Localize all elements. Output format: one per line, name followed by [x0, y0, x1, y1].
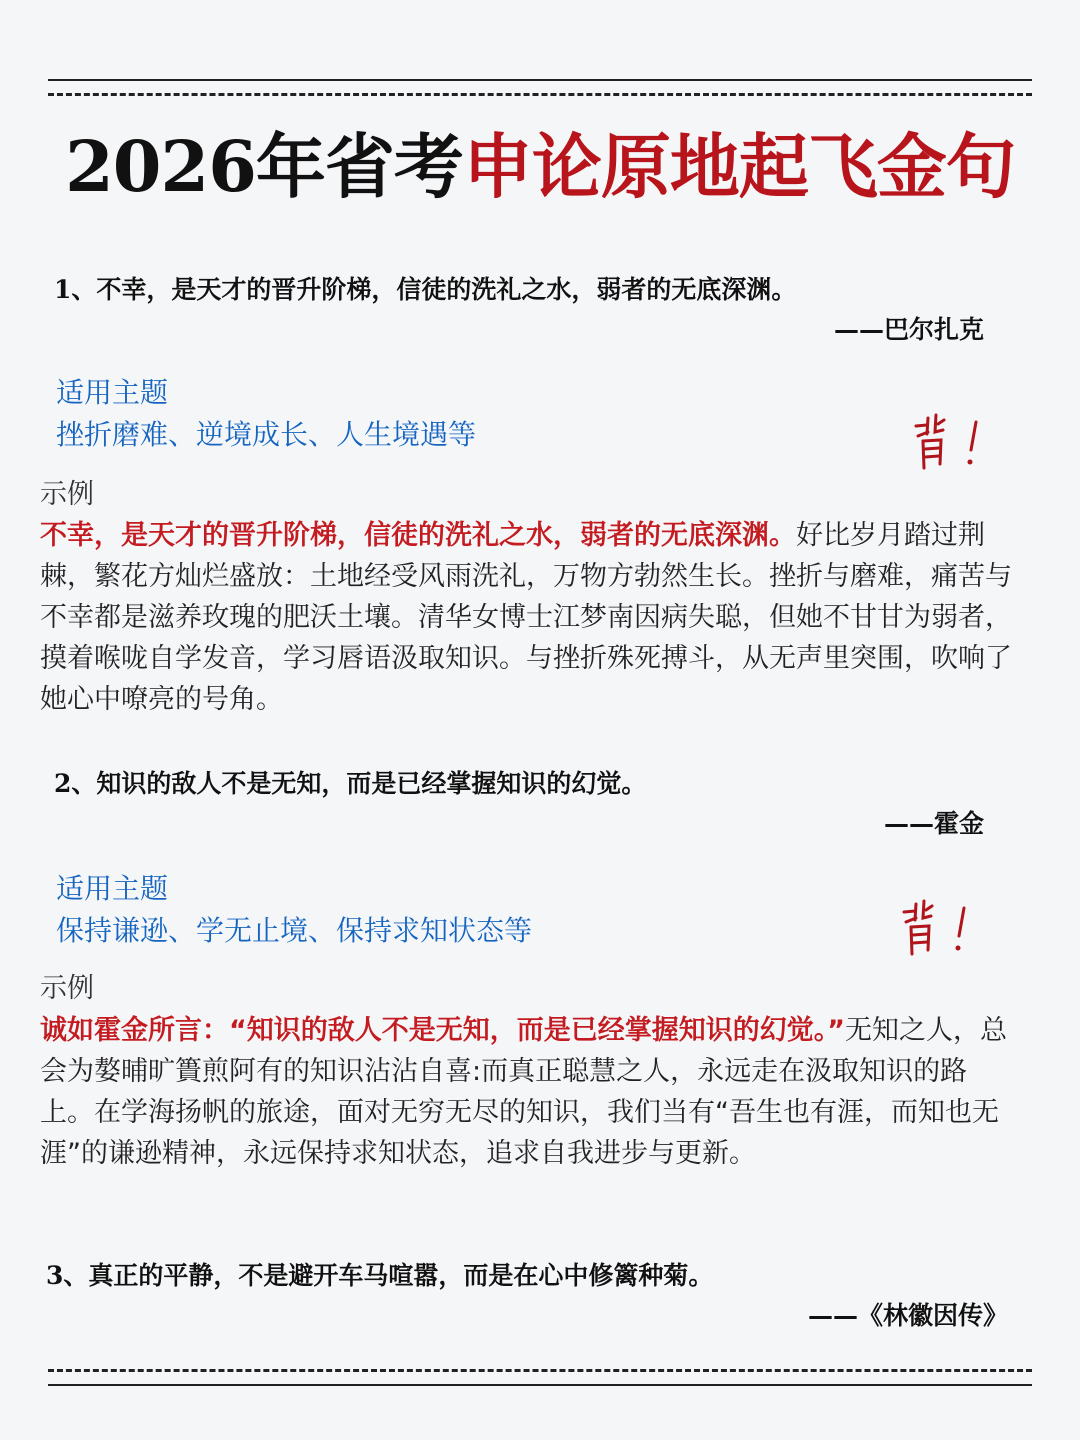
example-paragraph-2 [40, 1010, 1020, 1174]
theme-block-2 [56, 868, 532, 952]
bottom-dashed-rule [48, 1369, 1032, 1372]
example-text-1: 好比岁月踏过荆棘，繁花方灿烂盛放：土地经受风雨洗礼，万物方勃然生长。挫折与磨难，痛苦与不幸都是滋养玫瑰的肥沃土壤。清华女博士江梦南因病失聪，但她不甘甘为弱者，摸着喉咙自学发音，学习唇语汲取知识。与挫折殊死搏斗，从无声里突围，吹响了她心中嘹亮的号角。 [40, 520, 1012, 715]
example-highlight-1: 不幸，是天才的晋升阶梯，信徒的洗礼之水，弱者的无底深渊。 [40, 520, 796, 551]
example-paragraph-1 [40, 515, 1020, 720]
theme-value-1: 挫折磨难、逆境成长、人生境遇等 [56, 418, 477, 451]
quote-2-author: ——霍金 [883, 809, 984, 838]
quote-3-author: ——《林徽因传》 [807, 1301, 1008, 1330]
theme-label-1: 适用主题 [56, 376, 169, 409]
title-part-1: 2026年省考 [65, 125, 463, 208]
quote-3: 3、真正的平静，不是避开车马喧嚣，而是在心中修篱种菊。 [46, 1261, 714, 1290]
quote-1: 1、不幸，是天才的晋升阶梯，信徒的洗礼之水，弱者的无底深渊。 [54, 275, 797, 304]
theme-value-2: 保持谦逊、学无止境、保持求知状态等 [56, 914, 533, 947]
example-label-2: 示例 [40, 973, 94, 1004]
theme-block-1 [56, 372, 476, 456]
theme-label-2: 适用主题 [56, 872, 169, 905]
bottom-rule [48, 1384, 1032, 1386]
top-dashed-rule [48, 93, 1032, 96]
example-highlight-2: 诚如霍金所言：“知识的敌人不是无知，而是已经掌握知识的幻觉。” [40, 1015, 845, 1046]
example-text-2: 无知之人，总会为嫯晡旷簣煎阿有的知识沾沾自喜:而真正聪慧之人，永远走在汲取知识的路上。在学海扬帆的旅途，面对无穷无尽的知识，我们当有“吾生也有涯，而知也无涯”的谦逊精神，永远保持求知状态，追求自我进步与更新。 [40, 1015, 1007, 1169]
page-title [0, 122, 1080, 212]
handwritten-annotation-2 [900, 898, 980, 958]
quote-1-author: ——巴尔扎克 [833, 315, 984, 344]
handwritten-annotation-1 [912, 412, 992, 472]
title-part-2: 申论原地起飞金句 [462, 125, 1015, 208]
example-label-1: 示例 [40, 479, 94, 510]
top-rule [48, 79, 1032, 81]
quote-2: 2、知识的敌人不是无知，而是已经掌握知识的幻觉。 [54, 769, 647, 798]
